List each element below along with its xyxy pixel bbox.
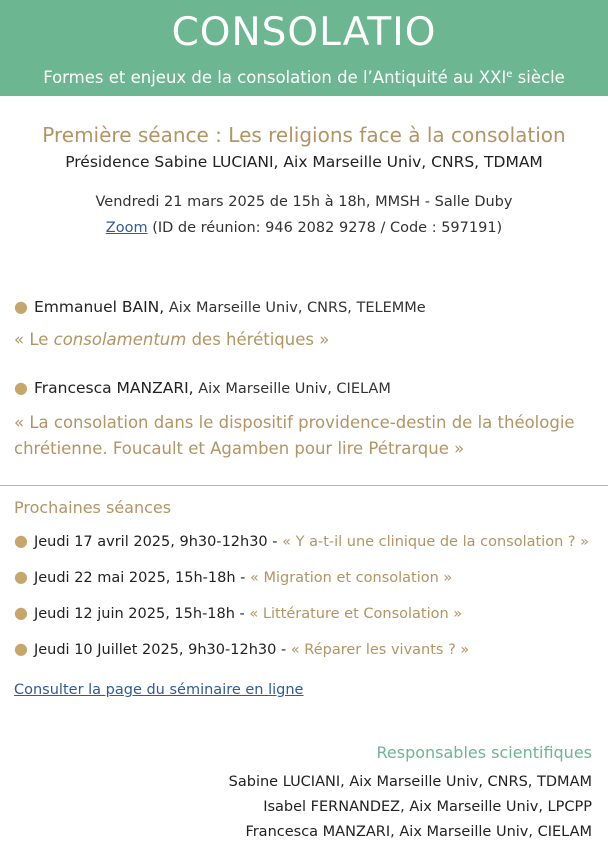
bullet-icon: ● xyxy=(14,297,28,316)
talk-title-1 xyxy=(14,327,604,353)
subtitle-main: Formes et enjeux de la consolation de l’Antiquité au XXI xyxy=(43,68,507,87)
session-presidence: Présidence Sabine LUCIANI, Aix Marseille Univ, CNRS, TDMAM xyxy=(65,153,543,171)
talk-line-2: chrétienne. Foucault et Agamben pour lire Pétrarque » xyxy=(14,439,465,458)
next-session-date: Jeudi 10 Juillet 2025, 9h30-12h30 - xyxy=(33,642,291,658)
next-session-title: « Migration et consolation » xyxy=(250,570,453,586)
page-title: CONSOLATIO xyxy=(171,10,437,55)
speaker-name: Emmanuel BAIN, xyxy=(33,298,165,316)
next-sessions-title: Prochaines séances xyxy=(14,498,172,517)
page-subtitle xyxy=(0,64,608,89)
zoom-link[interactable]: Zoom xyxy=(105,220,148,236)
talk-title-2 xyxy=(14,410,604,462)
next-session-item xyxy=(14,602,462,625)
speaker-2 xyxy=(14,377,391,400)
speaker-affiliation: Aix Marseille Univ, CNRS, TELEMMe xyxy=(164,300,426,316)
next-session-title: « Réparer les vivants ? » xyxy=(290,642,470,658)
session-date: Vendredi 21 mars 2025 de 15h à 18h, MMSH - Salle Duby xyxy=(95,194,513,210)
session-title: Première séance : Les religions face à la consolation xyxy=(42,123,566,147)
talk-line-1: « La consolation dans le dispositif providence-destin de la théologie xyxy=(14,413,575,432)
zoom-info xyxy=(0,217,608,239)
header-banner xyxy=(0,0,608,96)
responsables-title: Responsables scientifiques xyxy=(376,743,592,762)
talk-emphasis: consolamentum xyxy=(53,330,187,349)
next-session-date: Jeudi 22 mai 2025, 15h-18h - xyxy=(33,570,250,586)
bullet-icon: ● xyxy=(14,639,28,658)
next-session-title: « Littérature et Consolation » xyxy=(249,606,463,622)
responsable-person: Sabine LUCIANI, Aix Marseille Univ, CNRS, TDMAM xyxy=(228,774,592,790)
speaker-name: Francesca MANZARI, xyxy=(33,379,194,397)
section-divider xyxy=(0,485,608,486)
bullet-icon: ● xyxy=(14,603,28,622)
next-session-item xyxy=(14,530,589,553)
bullet-icon: ● xyxy=(14,531,28,550)
bullet-icon: ● xyxy=(14,567,28,586)
next-session-title: « Y a-t-il une clinique de la consolation ? » xyxy=(282,534,590,550)
seminar-page-link[interactable]: Consulter la page du séminaire en ligne xyxy=(14,682,304,698)
talk-open: « Le xyxy=(14,330,54,349)
responsable-person: Francesca MANZARI, Aix Marseille Univ, CIELAM xyxy=(245,824,592,840)
next-session-item xyxy=(14,638,469,661)
responsable-person: Isabel FERNANDEZ, Aix Marseille Univ, LPCPP xyxy=(263,799,592,815)
speaker-1 xyxy=(14,296,426,319)
next-session-date: Jeudi 12 juin 2025, 15h-18h - xyxy=(33,606,250,622)
next-session-date: Jeudi 17 avril 2025, 9h30-12h30 - xyxy=(33,534,283,550)
bullet-icon: ● xyxy=(14,378,28,397)
subtitle-superscript: e xyxy=(506,69,513,80)
subtitle-end: siècle xyxy=(512,68,565,87)
speaker-affiliation: Aix Marseille Univ, CIELAM xyxy=(193,381,391,397)
zoom-details: (ID de réunion: 946 2082 9278 / Code : 597191) xyxy=(147,220,503,236)
next-session-item xyxy=(14,566,452,589)
talk-close: des hérétiques » xyxy=(186,330,330,349)
